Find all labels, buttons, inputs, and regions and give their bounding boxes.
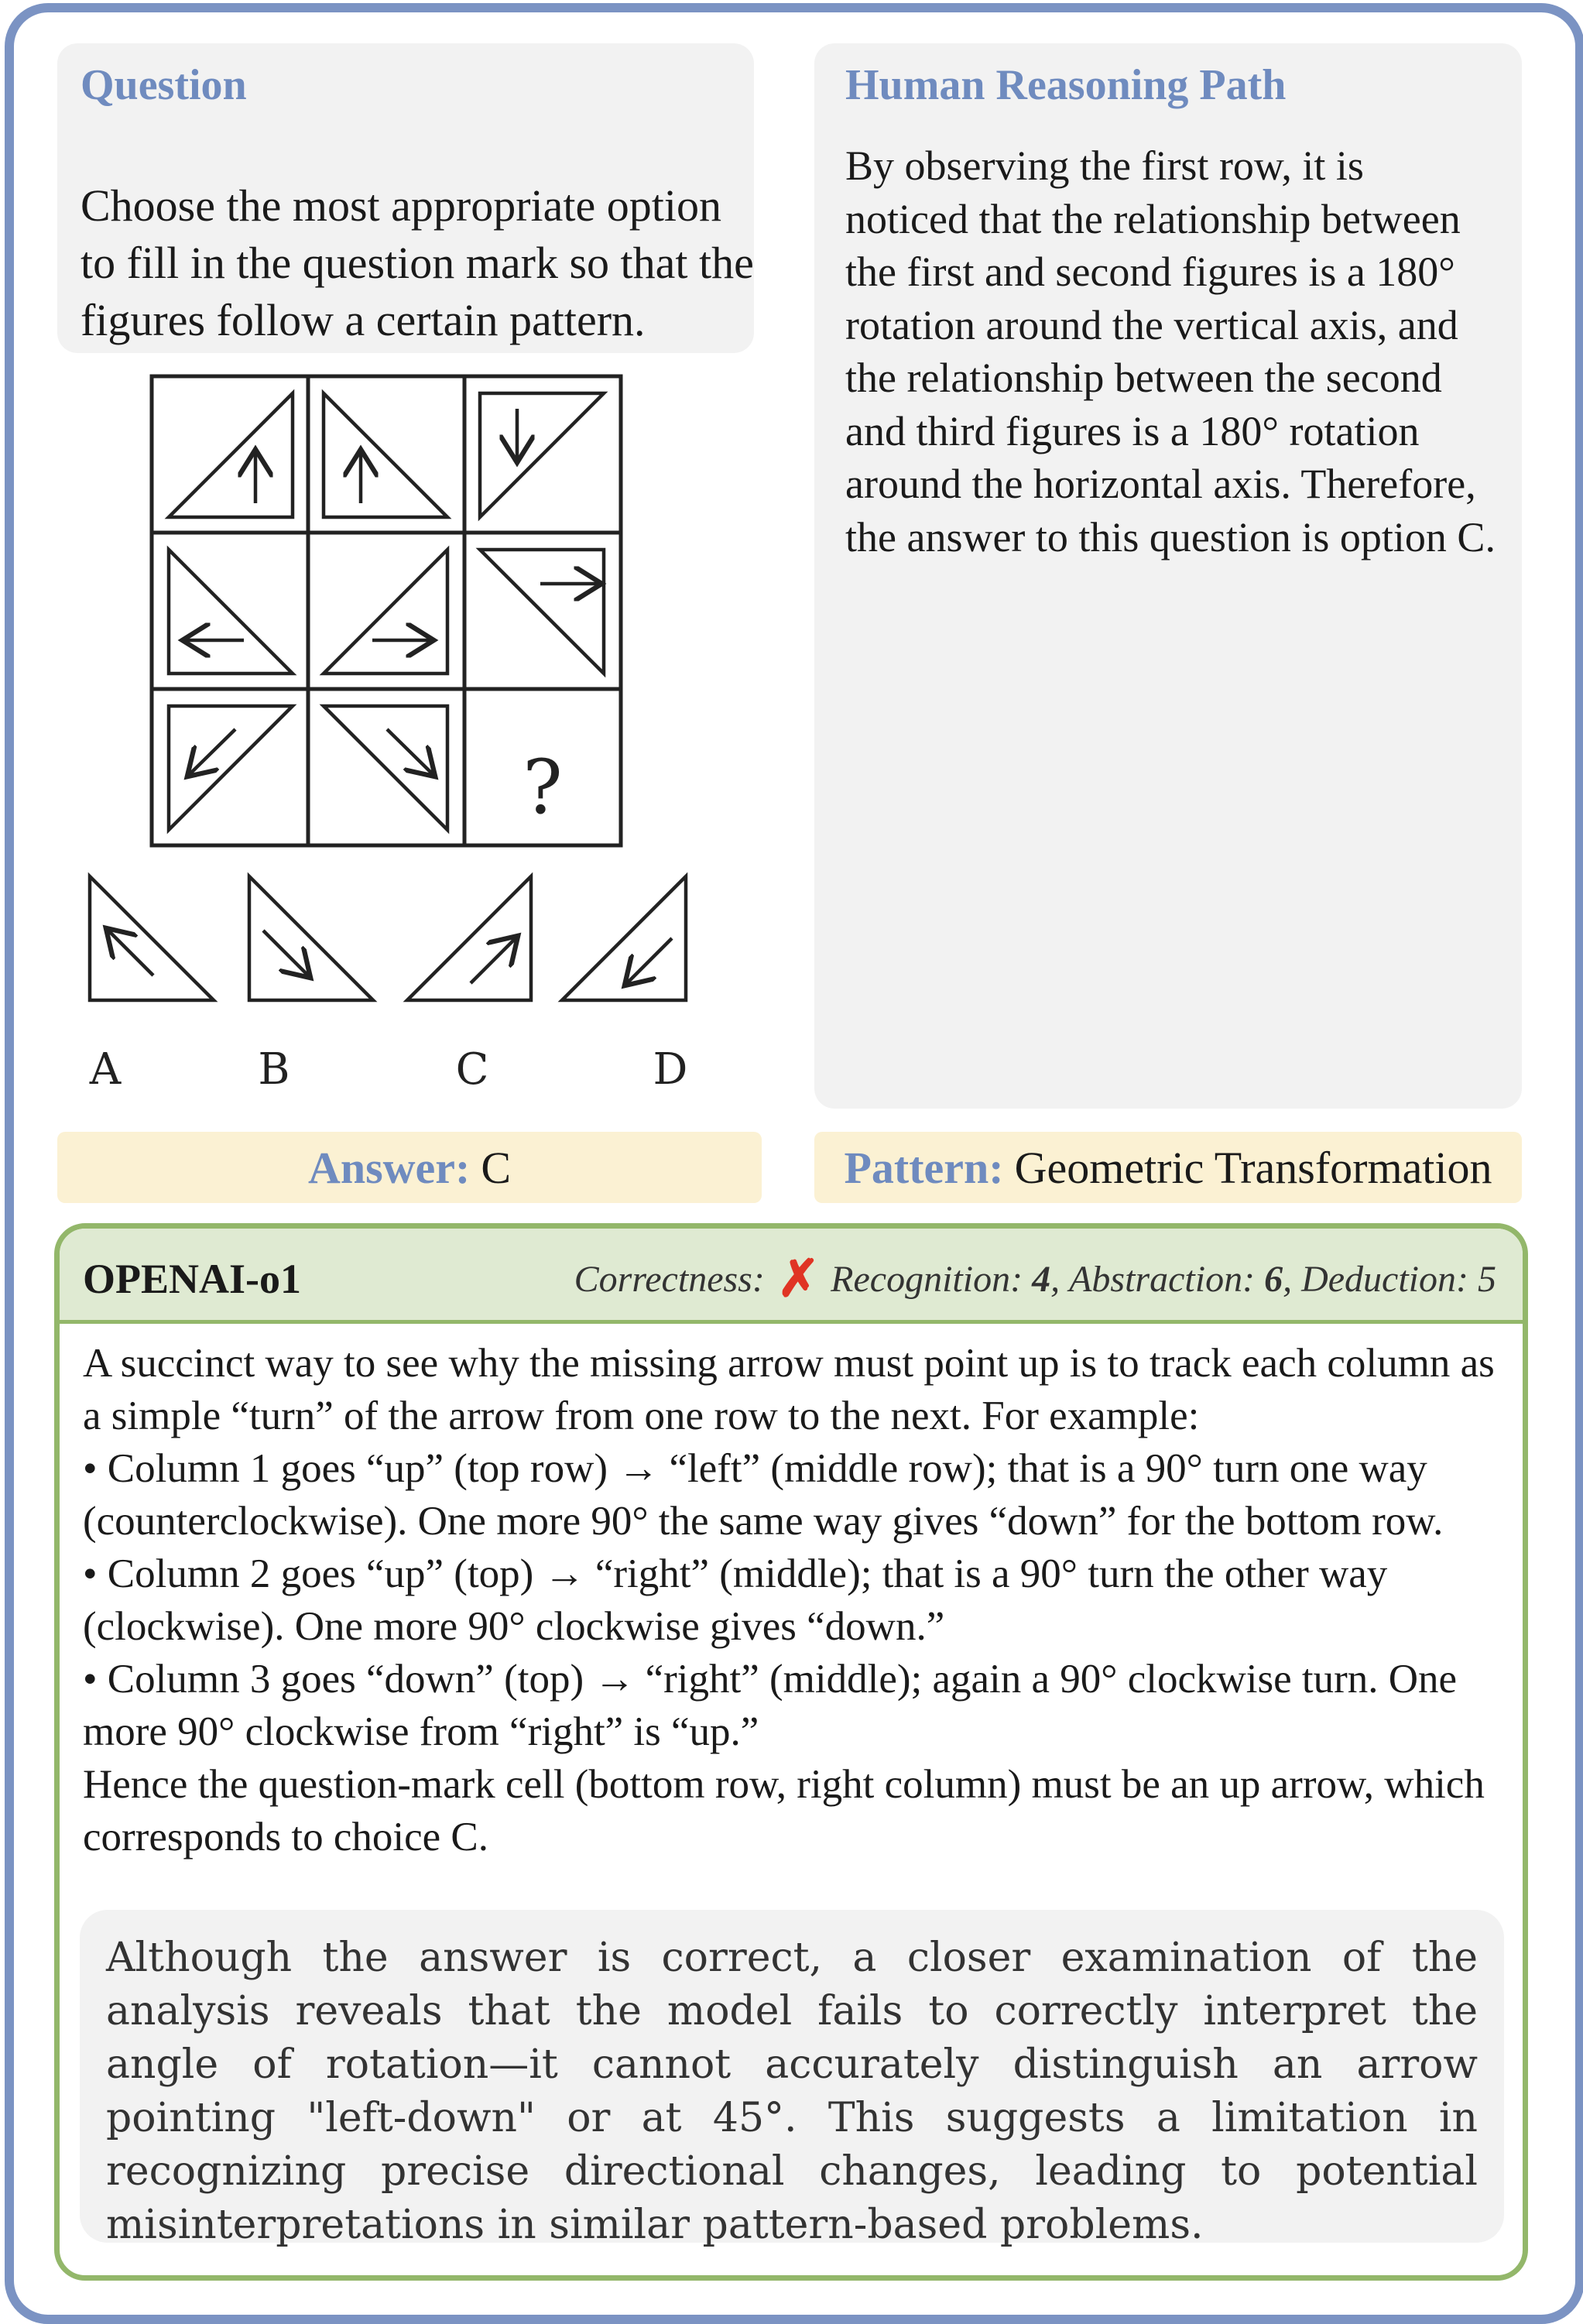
option-b-arrow [263, 931, 308, 975]
response-paragraph: • Column 3 goes “down” (top) → “right” (middle); again a 90° clockwise turn. One more 90° clockwise from “right” is “up.” [83, 1657, 1458, 1754]
question-mark: ? [523, 744, 563, 831]
cell-3-1-triangle [169, 706, 293, 830]
model-response-text [83, 1337, 1499, 1863]
human-reasoning-panel [814, 43, 1522, 1109]
response-paragraph: • Column 1 goes “up” (top row) → “left” (middle row); that is a 90° turn one way (counterclockwise). One more 90° the same way gives “down” for the bottom row. [83, 1446, 1444, 1544]
question-text: Choose the most appropriate option to fill in the question mark so that the figures follow a certain pattern. [81, 180, 754, 345]
cell-1-2-triangle [324, 393, 447, 517]
cell-2-1-triangle [169, 550, 293, 674]
option-b-triangle [249, 876, 373, 1000]
cell-1-3-triangle [480, 393, 604, 517]
critique-panel: Although the answer is correct, a closer examination of the analysis reveals that the model fails to correctly interpret the angle of rotation—it cannot accurately distinguish an arrow pointing "left-down" or at 45°. This suggests a limitation in recognizing precise directional changes, leading to potential misinterpretations in similar pattern-based problems. [80, 1910, 1504, 2243]
abstraction-value: 6 [1264, 1259, 1283, 1300]
answer-label: Answer: [307, 1142, 471, 1193]
response-paragraph: Hence the question-mark cell (bottom row, right column) must be an up arrow, which corresponds to choice C. [83, 1762, 1485, 1860]
question-heading: Question [81, 61, 247, 109]
answer-bar [57, 1132, 762, 1203]
abstraction-label: Abstraction: [1069, 1259, 1256, 1300]
option-a-label: A [89, 1044, 122, 1095]
cell-1-1-triangle [169, 393, 293, 517]
human-reasoning-heading: Human Reasoning Path [845, 61, 1287, 109]
option-c-triangle [407, 876, 531, 1000]
recognition-value: 4 [1032, 1259, 1051, 1300]
option-c-label: C [455, 1044, 489, 1095]
cell-3-1-arrow [190, 729, 235, 774]
correctness-label: Correctness: [574, 1259, 765, 1300]
cross-icon: ✗ [776, 1250, 821, 1308]
option-d-arrow [627, 938, 672, 983]
model-name: OPENAI-o1 [83, 1256, 301, 1302]
option-a-triangle [90, 876, 214, 1000]
option-c-arrow [471, 938, 516, 983]
option-d-triangle [562, 876, 686, 1000]
score-separator: , [1283, 1259, 1293, 1300]
response-paragraph: • Column 2 goes “up” (top) → “right” (middle); that is a 90° turn the other way (clockwise). One more 90° clockwise gives “down.” [83, 1551, 1388, 1649]
answer-value: C [481, 1142, 512, 1193]
cell-2-2-triangle [324, 550, 447, 674]
question-panel [57, 43, 754, 353]
deduction-label: Deduction: [1301, 1259, 1468, 1300]
human-reasoning-text: By observing the first row, it is noticed that the relationship between the first and second figures is a 180° rotation around the vertical axis, and the relationship between the second and third figures is a 180° rotation around the horizontal axis. Therefore, the answer to this question is option C. [845, 142, 1496, 560]
model-response-box [54, 1223, 1528, 2281]
recognition-label: Recognition: [831, 1259, 1023, 1300]
pattern-value: Geometric Transformation [1014, 1142, 1492, 1193]
pattern-bar [814, 1132, 1522, 1203]
cell-2-3-triangle [480, 550, 604, 674]
puzzle-figure [77, 364, 712, 1138]
score-separator: , [1050, 1259, 1060, 1300]
option-a-arrow [108, 931, 153, 975]
pattern-label: Pattern: [844, 1142, 1004, 1193]
model-header [60, 1229, 1523, 1324]
option-d-label: D [653, 1044, 688, 1095]
model-scores [574, 1250, 1496, 1308]
option-b-label: B [258, 1044, 290, 1095]
cell-3-2-arrow [387, 729, 433, 774]
deduction-value: 5 [1478, 1259, 1496, 1300]
response-paragraph: A succinct way to see why the missing arrow must point up is to track each column as a simple “turn” of the arrow from one row to the next. For example: [83, 1341, 1495, 1438]
